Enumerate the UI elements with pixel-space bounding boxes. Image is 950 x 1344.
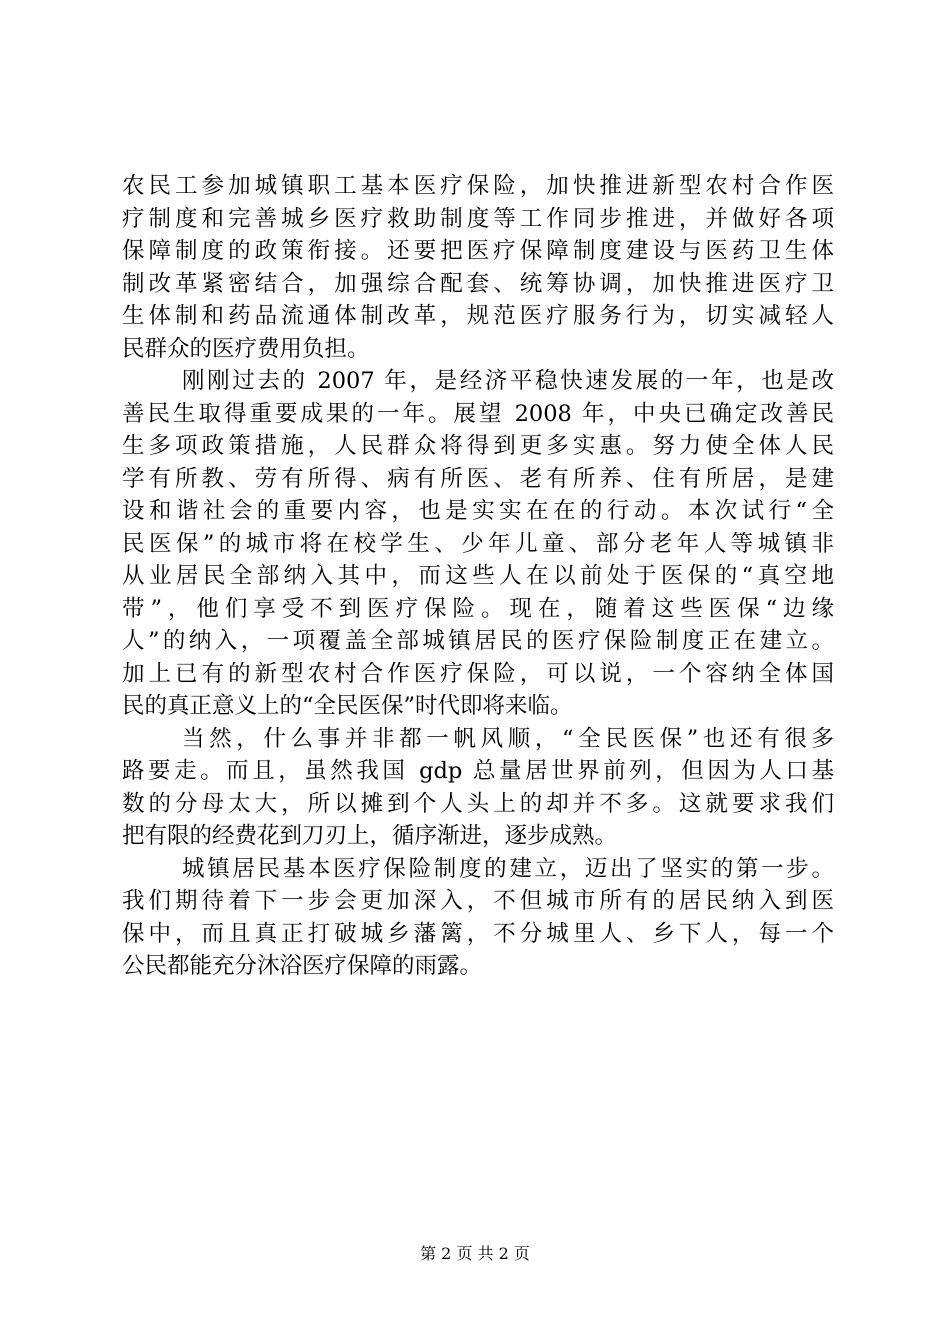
text-line: 当然，什么事并非都一帆风顺，“全民医保”也还有很多	[182, 725, 834, 752]
text-line: 从业居民全部纳入其中，而这些人在以前处于医保的“真空地	[122, 563, 834, 589]
text-line: 保障制度的政策衔接。还要把医疗保障制度建设与医药卫生体	[122, 238, 834, 264]
paragraph	[122, 365, 834, 723]
text-line: 人”的纳入，一项覆盖全部城镇居民的医疗保险制度正在建立。	[122, 628, 834, 654]
text-line: 民医保”的城市将在校学生、少年儿童、部分老年人等城镇非	[122, 530, 834, 557]
text-line: 数的分母太大，所以摊到个人头上的却并不多。这就要求我们	[122, 790, 834, 817]
document-body	[122, 170, 834, 983]
text-line: 民群众的医疗费用负担。	[122, 335, 370, 362]
paragraph	[122, 170, 834, 365]
text-line: 我们期待着下一步会更加深入，不但城市所有的居民纳入到医	[122, 888, 834, 914]
text-line: 生体制和药品流通体制改革，规范医疗服务行为，切实减轻人	[122, 303, 834, 329]
text-line: 民的真正意义上的“全民医保”时代即将来临。	[122, 693, 573, 719]
paragraph	[122, 853, 834, 983]
text-line: 生多项政策措施，人民群众将得到更多实惠。努力使全体人民	[122, 433, 834, 459]
text-line: 公民都能充分沐浴医疗保障的雨露。	[122, 953, 483, 979]
text-line: 城镇居民基本医疗保险制度的建立，迈出了坚实的第一步。	[182, 855, 834, 882]
paragraph	[122, 723, 834, 853]
text-line: 保中，而且真正打破城乡藩篱，不分城里人、乡下人，每一个	[122, 920, 834, 947]
text-line: 设和谐社会的重要内容，也是实实在在的行动。本次试行“全	[122, 498, 834, 524]
text-line: 农民工参加城镇职工基本医疗保险，加快推进新型农村合作医	[122, 173, 834, 199]
text-line: 刚刚过去的 2007 年，是经济平稳快速发展的一年，也是改	[182, 368, 834, 394]
text-line: 学有所教、劳有所得、病有所医、老有所养、住有所居，是建	[122, 465, 834, 492]
text-line: 把有限的经费花到刀刃上，循序渐进，逐步成熟。	[122, 823, 618, 849]
text-line: 制改革紧密结合，加强综合配套、统筹协调，加快推进医疗卫	[122, 270, 834, 297]
page-footer: 第 2 页 共 2 页	[420, 1244, 530, 1263]
text-line: 带”，他们享受不到医疗保险。现在，随着这些医保“边缘	[122, 595, 834, 622]
text-line: 疗制度和完善城乡医疗救助制度等工作同步推进，并做好各项	[122, 205, 834, 232]
text-line: 路要走。而且，虽然我国 gdp 总量居世界前列，但因为人口基	[122, 758, 834, 784]
text-line: 善民生取得重要成果的一年。展望 2008 年，中央已确定改善民	[122, 400, 834, 427]
text-line: 加上已有的新型农村合作医疗保险，可以说，一个容纳全体国	[122, 660, 834, 687]
